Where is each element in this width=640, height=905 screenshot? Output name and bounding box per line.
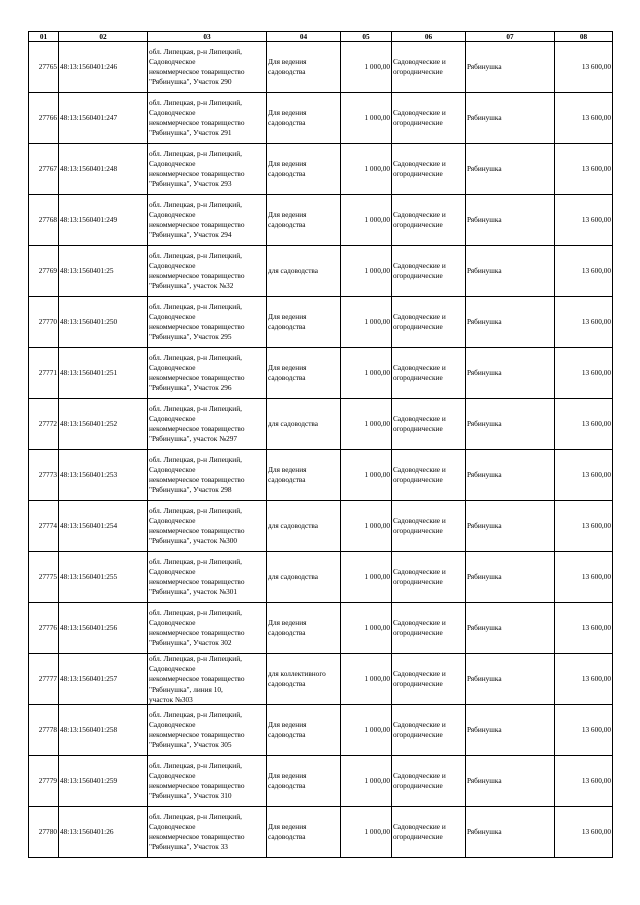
- table-row: [29, 705, 613, 756]
- table-row: [29, 144, 613, 195]
- partnership-name-cell: Рябинушка: [466, 603, 555, 654]
- address-line: обл. Липецкая, р-н Липецкий,: [149, 454, 242, 464]
- cadastral-value-cell: 13 600,00: [555, 297, 613, 348]
- address-lines: [149, 251, 265, 292]
- address-line: некоммерческое товарищество: [149, 220, 245, 229]
- column-header: 05: [341, 32, 392, 42]
- area-cell: 1 000,00: [341, 399, 392, 450]
- address-line: Садоводческое: [149, 362, 196, 372]
- area-cell: 1 000,00: [341, 297, 392, 348]
- partnership-name-cell: Рябинушка: [466, 246, 555, 297]
- cadastral-value-cell: 13 600,00: [555, 705, 613, 756]
- permitted-use-cell: для садоводства: [267, 246, 341, 297]
- partnership-name-cell: Рябинушка: [466, 705, 555, 756]
- address-lines: [149, 353, 265, 394]
- cadastral-value-cell: 13 600,00: [555, 144, 613, 195]
- cadastral-number-cell: 48:13:1560401:25: [59, 246, 148, 297]
- permitted-use-cell: для садоводства: [267, 552, 341, 603]
- cadastral-number-cell: 48:13:1560401:26: [59, 807, 148, 858]
- table-row: [29, 42, 613, 93]
- address-line: некоммерческое товарищество: [149, 169, 245, 178]
- address-line: обл. Липецкая, р-н Липецкий,: [149, 97, 242, 107]
- row-number-cell: 27765: [29, 42, 59, 93]
- address-line: некоммерческое товарищество: [149, 475, 245, 484]
- land-category-cell: Садоводческие и огороднические: [392, 399, 466, 450]
- cadastral-value-cell: 13 600,00: [555, 807, 613, 858]
- land-registry-table: [28, 31, 613, 858]
- address-line: некоммерческое товарищество: [149, 118, 245, 127]
- cadastral-value-cell: 13 600,00: [555, 93, 613, 144]
- permitted-use-cell: Для ведения садоводства: [267, 297, 341, 348]
- cadastral-number-cell: 48:13:1560401:249: [59, 195, 148, 246]
- address-line: некоммерческое товарищество: [149, 373, 245, 382]
- table-row: [29, 450, 613, 501]
- cadastral-number-cell: 48:13:1560401:251: [59, 348, 148, 399]
- address-line: обл. Липецкая, р-н Липецкий,: [149, 505, 242, 515]
- cadastral-value-cell: 13 600,00: [555, 195, 613, 246]
- table-row: [29, 501, 613, 552]
- land-category-cell: Садоводческие и огороднические: [392, 195, 466, 246]
- cadastral-number-cell: 48:13:1560401:246: [59, 42, 148, 93]
- cadastral-value-cell: 13 600,00: [555, 42, 613, 93]
- address-cell: [148, 144, 267, 195]
- land-category-cell: Садоводческие и огороднические: [392, 144, 466, 195]
- land-category-cell: Садоводческие и огороднические: [392, 246, 466, 297]
- permitted-use-cell: для садоводства: [267, 501, 341, 552]
- address-line: обл. Липецкая, р-н Липецкий,: [149, 352, 242, 362]
- row-number-cell: 27769: [29, 246, 59, 297]
- table-row: [29, 297, 613, 348]
- address-line: Садоводческое: [149, 821, 196, 831]
- row-number-cell: 27778: [29, 705, 59, 756]
- permitted-use-cell: для садоводства: [267, 399, 341, 450]
- cadastral-value-cell: 13 600,00: [555, 348, 613, 399]
- row-number-cell: 27768: [29, 195, 59, 246]
- area-cell: 1 000,00: [341, 654, 392, 705]
- table-row: [29, 552, 613, 603]
- permitted-use-cell: Для ведения садоводства: [267, 807, 341, 858]
- address-cell: [148, 399, 267, 450]
- cadastral-value-cell: 13 600,00: [555, 756, 613, 807]
- row-number-cell: 27775: [29, 552, 59, 603]
- address-line: Садоводческое: [149, 617, 196, 627]
- column-header: 07: [466, 32, 555, 42]
- area-cell: 1 000,00: [341, 195, 392, 246]
- land-category-cell: Садоводческие и огороднические: [392, 807, 466, 858]
- address-line: Садоводческое: [149, 311, 196, 321]
- cadastral-number-cell: 48:13:1560401:247: [59, 93, 148, 144]
- address-line: некоммерческое товарищество: [149, 674, 245, 684]
- partnership-name-cell: Рябинушка: [466, 297, 555, 348]
- address-lines: [149, 149, 265, 190]
- address-line: некоммерческое товарищество: [149, 67, 245, 76]
- table-row: [29, 399, 613, 450]
- table-header-row: [29, 32, 613, 42]
- row-number-cell: 27774: [29, 501, 59, 552]
- permitted-use-cell: Для ведения садоводства: [267, 93, 341, 144]
- area-cell: 1 000,00: [341, 450, 392, 501]
- partnership-name-cell: Рябинушка: [466, 654, 555, 705]
- area-cell: 1 000,00: [341, 807, 392, 858]
- land-category-cell: Садоводческие и огороднические: [392, 348, 466, 399]
- permitted-use-cell: Для ведения садоводства: [267, 195, 341, 246]
- land-category-cell: Садоводческие и огороднические: [392, 603, 466, 654]
- partnership-name-cell: Рябинушка: [466, 552, 555, 603]
- address-line: обл. Липецкая, р-н Липецкий,: [149, 250, 242, 260]
- cadastral-number-cell: 48:13:1560401:250: [59, 297, 148, 348]
- row-number-cell: 27779: [29, 756, 59, 807]
- row-number-cell: 27766: [29, 93, 59, 144]
- partnership-name-cell: Рябинушка: [466, 195, 555, 246]
- address-cell: [148, 552, 267, 603]
- address-cell: [148, 807, 267, 858]
- partnership-name-cell: Рябинушка: [466, 756, 555, 807]
- address-cell: [148, 501, 267, 552]
- permitted-use-cell: Для ведения садоводства: [267, 42, 341, 93]
- column-header: 08: [555, 32, 613, 42]
- row-number-cell: 27767: [29, 144, 59, 195]
- address-cell: [148, 93, 267, 144]
- address-line: "Рябинушка", Участок 295: [149, 332, 232, 342]
- cadastral-number-cell: 48:13:1560401:258: [59, 705, 148, 756]
- address-cell: [148, 348, 267, 399]
- permitted-use-cell: Для ведения садоводства: [267, 756, 341, 807]
- address-line: "Рябинушка", Участок 293: [149, 179, 232, 189]
- address-line: некоммерческое товарищество: [149, 271, 245, 280]
- address-lines: [149, 455, 265, 496]
- address-lines: [149, 608, 265, 649]
- address-line: "Рябинушка", Участок 33: [149, 842, 228, 852]
- column-header: 06: [392, 32, 466, 42]
- address-line: обл. Липецкая, р-н Липецкий,: [149, 607, 242, 617]
- address-line: "Рябинушка", Участок 298: [149, 485, 232, 495]
- table-row: [29, 348, 613, 399]
- area-cell: 1 000,00: [341, 756, 392, 807]
- cadastral-value-cell: 13 600,00: [555, 552, 613, 603]
- address-line: обл. Липецкая, р-н Липецкий,: [149, 556, 242, 566]
- cadastral-number-cell: 48:13:1560401:259: [59, 756, 148, 807]
- address-line: обл. Липецкая, р-н Липецкий,: [149, 654, 242, 663]
- address-line: Садоводческое: [149, 56, 196, 66]
- address-line: "Рябинушка", Участок 305: [149, 740, 232, 750]
- address-line: обл. Липецкая, р-н Липецкий,: [149, 199, 242, 209]
- address-lines: [149, 200, 265, 241]
- address-line: некоммерческое товарищество: [149, 628, 245, 637]
- land-category-cell: Садоводческие и огороднические: [392, 450, 466, 501]
- address-line: обл. Липецкая, р-н Липецкий,: [149, 760, 242, 770]
- address-line: участок №303: [149, 694, 193, 704]
- address-lines: [149, 506, 265, 547]
- address-line: обл. Липецкая, р-н Липецкий,: [149, 709, 242, 719]
- partnership-name-cell: Рябинушка: [466, 450, 555, 501]
- cadastral-number-cell: 48:13:1560401:255: [59, 552, 148, 603]
- column-header: 03: [148, 32, 267, 42]
- address-lines: [149, 812, 265, 853]
- address-line: "Рябинушка", Участок 291: [149, 128, 232, 138]
- address-line: "Рябинушка", участок №32: [149, 281, 234, 291]
- address-line: "Рябинушка", участок №301: [149, 587, 238, 597]
- partnership-name-cell: Рябинушка: [466, 501, 555, 552]
- address-line: Садоводческое: [149, 209, 196, 219]
- address-lines: [149, 98, 265, 139]
- address-lines: [149, 761, 265, 802]
- address-line: Садоводческое: [149, 260, 196, 270]
- address-line: некоммерческое товарищество: [149, 526, 245, 535]
- row-number-cell: 27771: [29, 348, 59, 399]
- row-number-cell: 27777: [29, 654, 59, 705]
- cadastral-value-cell: 13 600,00: [555, 501, 613, 552]
- cadastral-value-cell: 13 600,00: [555, 246, 613, 297]
- cadastral-number-cell: 48:13:1560401:253: [59, 450, 148, 501]
- partnership-name-cell: Рябинушка: [466, 144, 555, 195]
- address-cell: [148, 603, 267, 654]
- cadastral-number-cell: 48:13:1560401:256: [59, 603, 148, 654]
- partnership-name-cell: Рябинушка: [466, 399, 555, 450]
- address-lines: [149, 710, 265, 751]
- column-header: 04: [267, 32, 341, 42]
- address-line: Садоводческое: [149, 107, 196, 117]
- area-cell: 1 000,00: [341, 501, 392, 552]
- partnership-name-cell: Рябинушка: [466, 93, 555, 144]
- address-line: некоммерческое товарищество: [149, 577, 245, 586]
- address-line: обл. Липецкая, р-н Липецкий,: [149, 301, 242, 311]
- table-row: [29, 654, 613, 705]
- address-cell: [148, 246, 267, 297]
- row-number-cell: 27770: [29, 297, 59, 348]
- address-line: Садоводческое: [149, 566, 196, 576]
- address-line: некоммерческое товарищество: [149, 781, 245, 790]
- address-cell: [148, 756, 267, 807]
- address-line: "Рябинушка", участок №300: [149, 536, 238, 546]
- cadastral-number-cell: 48:13:1560401:257: [59, 654, 148, 705]
- cadastral-number-cell: 48:13:1560401:248: [59, 144, 148, 195]
- land-category-cell: Садоводческие и огороднические: [392, 756, 466, 807]
- address-cell: [148, 297, 267, 348]
- table-row: [29, 195, 613, 246]
- area-cell: 1 000,00: [341, 144, 392, 195]
- land-category-cell: Садоводческие и огороднические: [392, 552, 466, 603]
- table-row: [29, 246, 613, 297]
- land-category-cell: Садоводческие и огороднические: [392, 42, 466, 93]
- permitted-use-cell: Для ведения садоводства: [267, 450, 341, 501]
- address-line: Садоводческое: [149, 719, 196, 729]
- land-category-cell: Садоводческие и огороднические: [392, 654, 466, 705]
- table-row: [29, 807, 613, 858]
- land-category-cell: Садоводческие и огороднические: [392, 705, 466, 756]
- address-line: некоммерческое товарищество: [149, 322, 245, 331]
- cadastral-value-cell: 13 600,00: [555, 603, 613, 654]
- address-line: "Рябинушка", Участок 294: [149, 230, 232, 240]
- address-cell: [148, 195, 267, 246]
- partnership-name-cell: Рябинушка: [466, 348, 555, 399]
- address-line: "Рябинушка", Участок 310: [149, 791, 232, 801]
- permitted-use-cell: Для ведения садоводства: [267, 705, 341, 756]
- area-cell: 1 000,00: [341, 42, 392, 93]
- address-line: некоммерческое товарищество: [149, 424, 245, 433]
- column-header: 02: [59, 32, 148, 42]
- address-line: некоммерческое товарищество: [149, 730, 245, 739]
- address-cell: [148, 42, 267, 93]
- table-row: [29, 603, 613, 654]
- address-cell: [148, 654, 267, 705]
- address-lines: [149, 302, 265, 343]
- address-lines: [149, 557, 265, 598]
- land-category-cell: Садоводческие и огороднические: [392, 93, 466, 144]
- address-line: "Рябинушка", линия 10,: [149, 684, 223, 694]
- permitted-use-cell: Для ведения садоводства: [267, 603, 341, 654]
- address-line: Садоводческое: [149, 664, 196, 674]
- partnership-name-cell: Рябинушка: [466, 807, 555, 858]
- row-number-cell: 27776: [29, 603, 59, 654]
- row-number-cell: 27780: [29, 807, 59, 858]
- address-line: Садоводческое: [149, 464, 196, 474]
- address-line: "Рябинушка", участок №297: [149, 434, 238, 444]
- address-lines: [149, 654, 265, 704]
- address-line: некоммерческое товарищество: [149, 832, 245, 841]
- column-header: 01: [29, 32, 59, 42]
- address-cell: [148, 450, 267, 501]
- row-number-cell: 27773: [29, 450, 59, 501]
- permitted-use-cell: Для ведения садоводства: [267, 144, 341, 195]
- row-number-cell: 27772: [29, 399, 59, 450]
- address-line: обл. Липецкая, р-н Липецкий,: [149, 148, 242, 158]
- land-category-cell: Садоводческие и огороднические: [392, 297, 466, 348]
- permitted-use-cell: Для ведения садоводства: [267, 348, 341, 399]
- area-cell: 1 000,00: [341, 705, 392, 756]
- cadastral-value-cell: 13 600,00: [555, 399, 613, 450]
- address-line: "Рябинушка", Участок 302: [149, 638, 232, 648]
- area-cell: 1 000,00: [341, 93, 392, 144]
- address-line: обл. Липецкая, р-н Липецкий,: [149, 811, 242, 821]
- partnership-name-cell: Рябинушка: [466, 42, 555, 93]
- area-cell: 1 000,00: [341, 246, 392, 297]
- land-category-cell: Садоводческие и огороднические: [392, 501, 466, 552]
- address-line: Садоводческое: [149, 515, 196, 525]
- address-line: "Рябинушка", Участок 296: [149, 383, 232, 393]
- area-cell: 1 000,00: [341, 348, 392, 399]
- address-line: Садоводческое: [149, 158, 196, 168]
- permitted-use-cell: для коллективного садоводства: [267, 654, 341, 705]
- address-line: Садоводческое: [149, 413, 196, 423]
- area-cell: 1 000,00: [341, 552, 392, 603]
- cadastral-number-cell: 48:13:1560401:252: [59, 399, 148, 450]
- table-row: [29, 93, 613, 144]
- cadastral-value-cell: 13 600,00: [555, 654, 613, 705]
- address-cell: [148, 705, 267, 756]
- address-line: "Рябинушка", Участок 290: [149, 77, 232, 87]
- area-cell: 1 000,00: [341, 603, 392, 654]
- table-row: [29, 756, 613, 807]
- address-lines: [149, 404, 265, 445]
- cadastral-number-cell: 48:13:1560401:254: [59, 501, 148, 552]
- address-lines: [149, 47, 265, 88]
- address-line: обл. Липецкая, р-н Липецкий,: [149, 403, 242, 413]
- address-line: Садоводческое: [149, 770, 196, 780]
- address-line: обл. Липецкая, р-н Липецкий,: [149, 46, 242, 56]
- cadastral-value-cell: 13 600,00: [555, 450, 613, 501]
